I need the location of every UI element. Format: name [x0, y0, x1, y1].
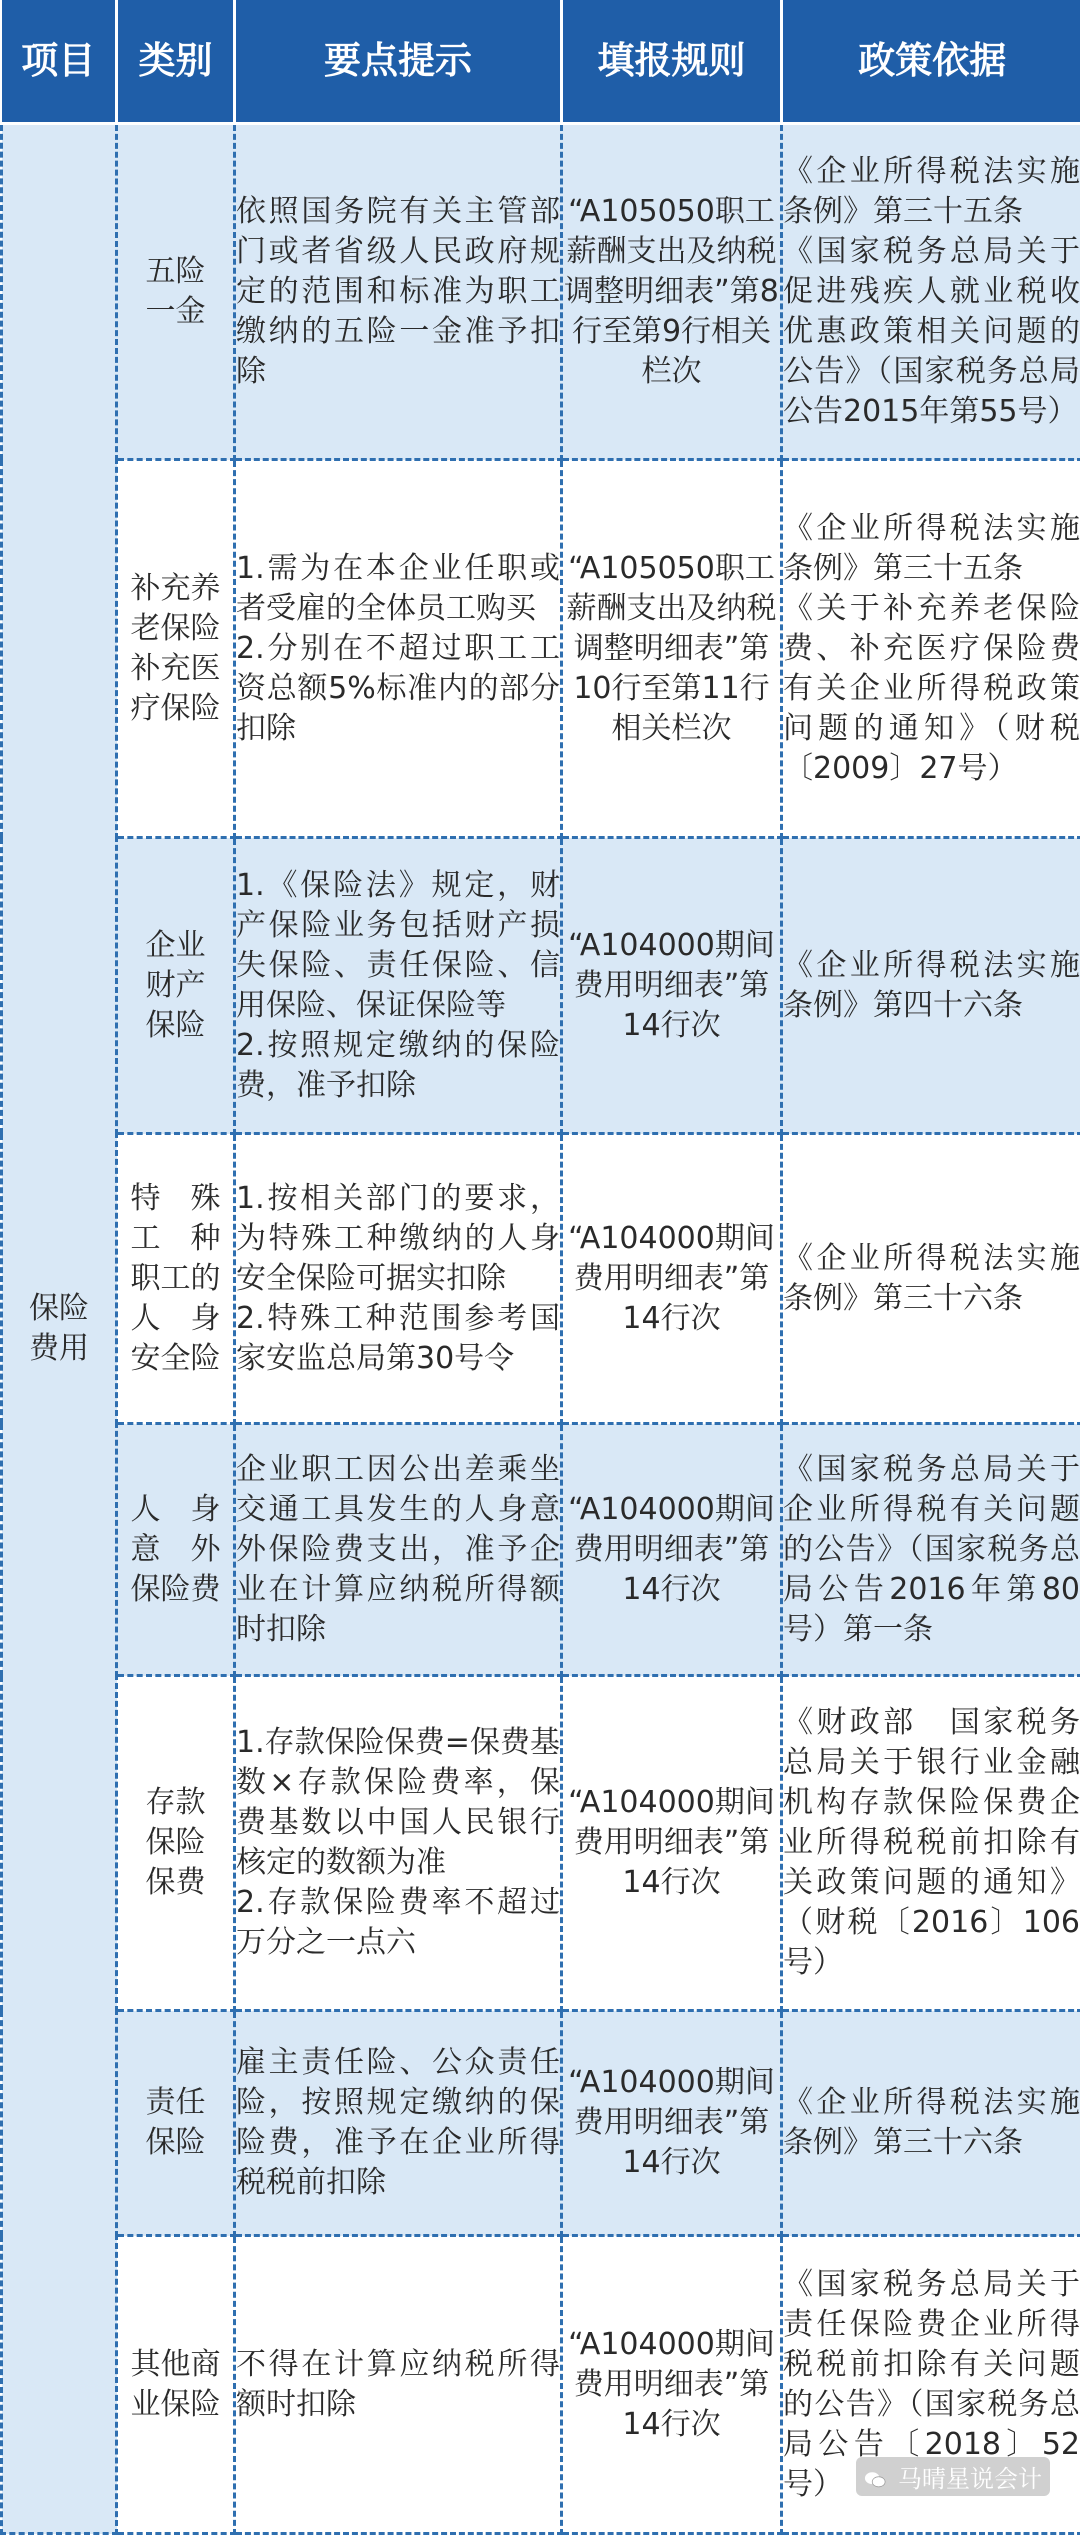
table-row [2, 2011, 1080, 2236]
header-project: 项目 [2, 0, 117, 124]
policy-cell [782, 1676, 1080, 2011]
category-cell [117, 2236, 235, 2534]
policy-cell [782, 1424, 1080, 1676]
policy-text: 《企业所得税法实施条例》第三十六条 [783, 2083, 1080, 2163]
table-row [2, 124, 1080, 460]
header-category: 类别 [117, 0, 235, 124]
category-label: 补充养 老保险 补充医 疗保险 [118, 569, 233, 729]
category-cell [117, 1134, 235, 1424]
filing-rule-cell [562, 124, 782, 460]
policy-text: 《国家税务总局关于企业所得税有关问题的公告》（国家税务总局公告2016年第80号）第一条 [783, 1450, 1080, 1650]
category-cell [117, 2011, 235, 2236]
watermark [856, 2457, 1050, 2496]
category-label: 人 身 意 外 保险费 [118, 1490, 233, 1610]
policy-cell [782, 124, 1080, 460]
policy-text: 《国家税务总局关于责任保险费企业所得税税前扣除有关问题的公告》（国家税务总局公告〔2018〕52号） [783, 2265, 1080, 2505]
key-points-cell [235, 460, 562, 838]
key-points-text: 不得在计算应纳税所得额时扣除 [236, 2345, 560, 2425]
filing-rule-text: “A104000期间费用明细表”第14行次 [563, 2063, 780, 2183]
policy-text: 《企业所得税法实施条例》第三十五条 《国家税务总局关于促进残疾人就业税收优惠政策相关问题的公告》（国家税务总局公告2015年第55号） [783, 152, 1080, 432]
wechat-icon [864, 2469, 886, 2491]
header-filing-rules: 填报规则 [562, 0, 782, 124]
category-label: 其他商 业保险 [118, 2345, 233, 2425]
header-key-points: 要点提示 [235, 0, 562, 124]
key-points-text: 1.存款保险保费=保费基数×存款保险费率，保费基数以中国人民银行核定的数额为准 2.存款保险费率不超过万分之一点六 [236, 1723, 560, 1963]
table-row [2, 1676, 1080, 2011]
category-label: 责任 保险 [118, 2083, 233, 2163]
filing-rule-cell [562, 460, 782, 838]
policy-text: 《企业所得税法实施条例》第四十六条 [783, 946, 1080, 1026]
header-policy-basis: 政策依据 [782, 0, 1080, 124]
filing-rule-text: “A104000期间费用明细表”第14行次 [563, 1219, 780, 1339]
policy-cell [782, 460, 1080, 838]
key-points-text: 企业职工因公出差乘坐交通工具发生的人身意外保险费支出，准予企业在计算应纳税所得额时扣除 [236, 1450, 560, 1650]
key-points-text: 1.按相关部门的要求，为特殊工种缴纳的人身安全保险可据实扣除 2.特殊工种范围参考国家安监总局第30号令 [236, 1179, 560, 1379]
key-points-cell [235, 838, 562, 1134]
filing-rule-cell [562, 2011, 782, 2236]
filing-rule-cell [562, 1676, 782, 2011]
key-points-text: 1.《保险法》规定，财产保险业务包括财产损失保险、责任保险、信用保险、保证保险等 2.按照规定缴纳的保险费，准予扣除 [236, 866, 560, 1106]
filing-rule-cell [562, 838, 782, 1134]
filing-rule-text: “A104000期间费用明细表”第14行次 [563, 926, 780, 1046]
category-cell [117, 1424, 235, 1676]
key-points-text: 依照国务院有关主管部门或者省级人民政府规定的范围和标准为职工缴纳的五险一金准予扣除 [236, 192, 560, 392]
category-label: 五险 一金 [118, 252, 233, 332]
category-label: 特 殊 工 种 职工的 人 身 安全险 [118, 1179, 233, 1379]
category-label: 存款 保险 保费 [118, 1783, 233, 1903]
filing-rule-cell [562, 1134, 782, 1424]
table-header-row [2, 0, 1080, 124]
policy-cell [782, 1134, 1080, 1424]
key-points-cell [235, 1134, 562, 1424]
project-cell [2, 124, 117, 2534]
table-row [2, 838, 1080, 1134]
watermark-text: 马晴星说会计 [898, 2465, 1042, 2493]
key-points-cell [235, 2236, 562, 2534]
filing-rule-cell [562, 1424, 782, 1676]
filing-rule-text: “A105050职工薪酬支出及纳税调整明细表”第10行至第11行相关栏次 [563, 549, 780, 749]
key-points-cell [235, 2011, 562, 2236]
policy-cell [782, 838, 1080, 1134]
key-points-cell [235, 1676, 562, 2011]
table-row [2, 460, 1080, 838]
table-row [2, 1134, 1080, 1424]
key-points-cell [235, 1424, 562, 1676]
filing-rule-text: “A105050职工薪酬支出及纳税调整明细表”第8行至第9行相关栏次 [563, 192, 780, 392]
policy-text: 《企业所得税法实施条例》第三十六条 [783, 1239, 1080, 1319]
key-points-text: 1.需为在本企业任职或者受雇的全体员工购买 2.分别在不超过职工工资总额5%标准内的部分扣除 [236, 549, 560, 749]
category-cell [117, 460, 235, 838]
filing-rule-cell [562, 2236, 782, 2534]
filing-rule-text: “A104000期间费用明细表”第14行次 [563, 1783, 780, 1903]
category-cell [117, 124, 235, 460]
category-cell [117, 1676, 235, 2011]
project-label: 保险 费用 [3, 1289, 115, 1369]
filing-rule-text: “A104000期间费用明细表”第14行次 [563, 1490, 780, 1610]
key-points-cell [235, 124, 562, 460]
policy-text: 《企业所得税法实施条例》第三十五条 《关于补充养老保险费、补充医疗保险费有关企业所得税政策问题的通知》（财税〔2009〕27号） [783, 509, 1080, 789]
table-row [2, 1424, 1080, 1676]
category-cell [117, 838, 235, 1134]
filing-rule-text: “A104000期间费用明细表”第14行次 [563, 2325, 780, 2445]
category-label: 企业 财产 保险 [118, 926, 233, 1046]
key-points-text: 雇主责任险、公众责任险，按照规定缴纳的保险费，准予在企业所得税税前扣除 [236, 2043, 560, 2203]
policy-cell [782, 2011, 1080, 2236]
policy-text: 《财政部 国家税务总局关于银行业金融机构存款保险保费企业所得税税前扣除有关政策问题的通知》（财税〔2016〕106号） [783, 1703, 1080, 1983]
